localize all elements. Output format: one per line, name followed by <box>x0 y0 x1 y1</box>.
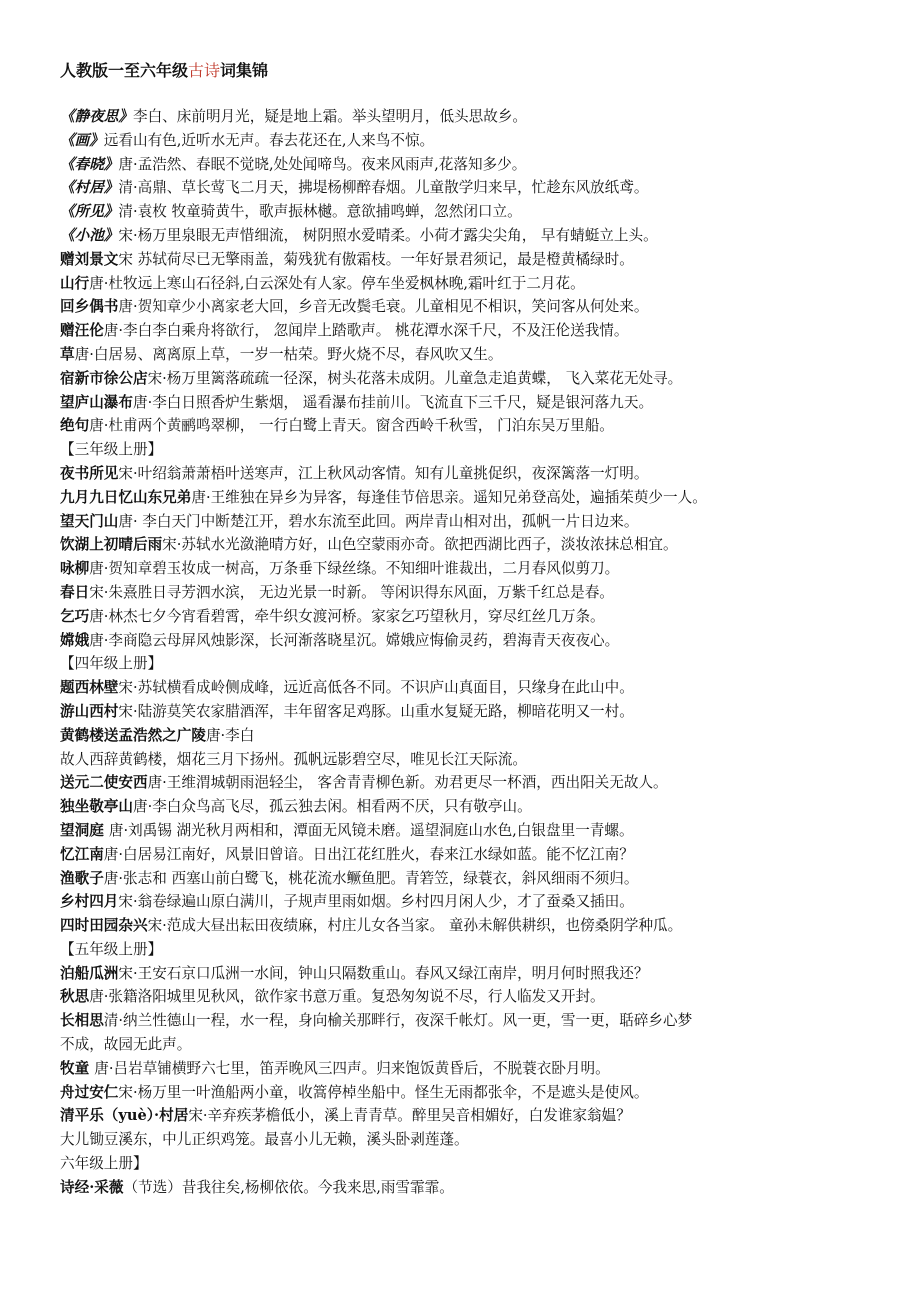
poem-text: 不成，故园无此声。 <box>60 1036 192 1054</box>
poem-title: 忆江南 <box>60 845 104 863</box>
poem-text: 宋·朱熹胜日寻芳泗水滨， 无边光景一时新。 等闲识得东风面，万紫千红总是春。 <box>89 583 614 601</box>
poem-text: 唐·杜甫两个黄鹂鸣翠柳， 一行白鹭上青天。窗含西岭千秋雪， 门泊东吴万里船。 <box>89 417 614 435</box>
poem-text: 宋 苏轼荷尽已无擎雨盖，菊残犹有傲霜枝。一年好景君须记，最是橙黄橘绿时。 <box>118 250 634 268</box>
poem-title: 四时田园杂兴 <box>60 917 148 935</box>
poem-line <box>60 1176 880 1200</box>
poem-title: 草 <box>60 345 75 363</box>
poem-line <box>60 962 880 986</box>
poem-text: 唐·王维独在异乡为异客，每逢佳节倍思亲。遥知兄弟登高处，遍插茱萸少一人。 <box>191 488 707 506</box>
poem-title: 《画》 <box>60 131 104 149</box>
poem-text: 唐·刘禹锡 湖光秋月两相和，潭面无风镜未磨。遥望洞庭山水色,白银盘里一青螺。 <box>108 821 634 839</box>
poem-title: 秋思 <box>60 988 90 1006</box>
poem-text: 唐·李白日照香炉生紫烟， 遥看瀑布挂前川。飞流直下三千尺，疑是银河落九天。 <box>132 393 654 411</box>
poem-title: 牧童 <box>60 1059 95 1077</box>
poem-text: 唐·李白李白乘舟将欲行， 忽闻岸上踏歌声。 桃花潭水深千尺，不及汪伦送我情。 <box>103 322 629 340</box>
poem-line <box>60 367 880 391</box>
poem-line <box>60 200 880 224</box>
section-label: 【三年级上册】 <box>60 441 163 459</box>
poem-line <box>60 890 880 914</box>
poem-title: 题西林壁 <box>60 679 119 697</box>
poem-title: 《春晓》 <box>60 155 119 173</box>
title-suffix: 词集锦 <box>220 61 269 80</box>
poem-text: 宋·范成大昼出耘田夜绩麻，村庄儿女各当家。 童孙未解供耕织，也傍桑阴学种瓜。 <box>147 917 683 935</box>
poem-title: 《小池》 <box>60 226 119 244</box>
poem-line <box>60 272 880 296</box>
section-label: 六年级上册】 <box>60 1155 148 1173</box>
poem-text: 唐·李商隐云母屏风烛影深，长河渐落晓星沉。嫦娥应悔偷灵药，碧海青天夜夜心。 <box>89 631 620 649</box>
grade-section-heading <box>60 938 880 962</box>
poem-continuation-line <box>60 1128 880 1152</box>
poem-line <box>60 486 880 510</box>
poem-title: 赠刘景文 <box>60 250 119 268</box>
poem-line <box>60 557 880 581</box>
poem-title: 黄鹤楼送孟浩然之广陵 <box>60 726 206 744</box>
poem-line <box>60 1104 880 1128</box>
poem-title: 绝句 <box>60 417 90 435</box>
poem-title: 《静夜思》 <box>60 108 133 125</box>
poem-text: 清·纳兰性德山一程，水一程，身向榆关那畔行，夜深千帐灯。风一更，雪一更，聒碎乡心梦 <box>103 1012 693 1030</box>
poem-title: 长相思 <box>60 1012 104 1030</box>
poem-text: 唐·林杰七夕今宵看碧霄，牵牛织女渡河桥。家家乞巧望秋月，穿尽红丝几万条。 <box>89 607 605 625</box>
poem-text: 唐·贺知章少小离家老大回，乡音无改鬓毛衰。儿童相见不相识，笑问客从何处来。 <box>118 298 649 316</box>
poem-title: 春日 <box>60 583 90 601</box>
poem-title: 泊船瓜洲 <box>60 964 119 982</box>
poem-continuation-line <box>60 748 880 772</box>
poem-line <box>60 414 880 438</box>
poem-title: 山行 <box>60 274 90 292</box>
poem-text: 唐·张志和 西塞山前白鹭飞，桃花流水鳜鱼肥。青箬笠，绿蓑衣，斜风细雨不须归。 <box>103 869 639 887</box>
page-title <box>60 58 268 81</box>
poem-line <box>60 985 880 1009</box>
poem-line <box>60 224 880 248</box>
poem-text: 唐·白居易、离离原上草，一岁一枯荣。野火烧不尽，春风吹又生。 <box>74 345 503 363</box>
poem-line <box>60 700 880 724</box>
poem-text: 李白、床前明月光，疑是地上霜。举头望明月，低头思故乡。 <box>132 108 528 125</box>
poem-text: 大儿锄豆溪东，中儿正织鸡笼。最喜小儿无赖，溪头卧剥莲蓬。 <box>60 1131 469 1149</box>
poem-title: 渔歌子 <box>60 869 104 887</box>
poem-line <box>60 129 880 153</box>
poem-line <box>60 1081 880 1105</box>
poem-text: 远看山有色,近听水无声。春去花还在,人来鸟不惊。 <box>103 131 435 149</box>
poem-text: 宋·杨万里篱落疏疏一径深，树头花落未成阴。儿童急走追黄蝶， 飞入菜花无处寻。 <box>147 369 683 387</box>
poem-title: 舟过安仁 <box>60 1083 119 1101</box>
poem-text: 清·高鼎、草长莺飞二月天，拂堤杨柳醉春烟。儿童散学归来早，忙趁东风放纸鸢。 <box>118 179 649 197</box>
poem-title: 嫦娥 <box>60 631 90 649</box>
poem-title: 咏柳 <box>60 560 90 578</box>
poem-line <box>60 533 880 557</box>
poem-line <box>60 914 880 938</box>
poem-title: 夜书所见 <box>60 464 119 482</box>
poem-text: 唐·杜牧远上寒山石径斜,白云深处有人家。停车坐爱枫林晚,霜叶红于二月花。 <box>89 274 585 292</box>
grade-section-heading <box>60 438 880 462</box>
poem-text: 唐·孟浩然、春眠不觉晓,处处闻啼鸟。夜来风雨声,花落知多少。 <box>118 155 527 173</box>
poem-text: 宋·苏轼横看成岭侧成峰，远近高低各不同。不识庐山真面目，只缘身在此山中。 <box>118 679 634 697</box>
poem-text: 故人西辞黄鹤楼，烟花三月下扬州。孤帆远影碧空尽，唯见长江天际流。 <box>60 750 528 768</box>
poem-line <box>60 248 880 272</box>
poem-title: 乡村四月 <box>60 893 119 911</box>
poem-line <box>60 319 880 343</box>
poem-title: 望洞庭 <box>60 821 109 839</box>
poem-title: 饮湖上初晴后雨 <box>60 536 163 554</box>
poem-text: （节选）昔我往矣,杨柳依依。今我来思,雨雪霏霏。 <box>123 1178 454 1196</box>
poem-line <box>60 605 880 629</box>
poem-line <box>60 1057 880 1081</box>
poem-text: 唐·吕岩草铺横野六七里，笛弄晚风三四声。归来饱饭黄昏后，不脱蓑衣卧月明。 <box>94 1059 610 1077</box>
poem-title: 《所见》 <box>60 203 119 221</box>
poem-line <box>60 153 880 177</box>
poem-text: 清·袁枚 牧童骑黄牛，歌声振林樾。意欲捕鸣蝉，忽然闭口立。 <box>118 203 522 221</box>
poem-title: 送元二使安西 <box>60 774 148 792</box>
poem-line <box>60 581 880 605</box>
poem-text: 唐·李白 <box>205 726 255 744</box>
poem-title: 回乡偶书 <box>60 298 119 316</box>
grade-section-heading <box>60 1152 880 1176</box>
poem-line <box>60 795 880 819</box>
poem-line <box>60 629 880 653</box>
poem-text: 唐·李白众鸟高飞尽，孤云独去闲。相看两不厌，只有敬亭山。 <box>132 798 532 816</box>
poem-line <box>60 462 880 486</box>
poem-title: 游山西村 <box>60 702 119 720</box>
poem-line <box>60 391 880 415</box>
poem-text: 唐·张籍洛阳城里见秋风，欲作家书意万重。复恐匆匆说不尽，行人临发又开封。 <box>89 988 605 1006</box>
poem-title: 乞巧 <box>60 607 90 625</box>
poem-text: 宋·王安石京口瓜洲一水间，钟山只隔数重山。春风又绿江南岸，明月何时照我还？ <box>118 964 649 982</box>
poem-line <box>60 724 880 748</box>
poem-list <box>60 105 880 1200</box>
poem-text: 宋·陆游莫笑农家腊酒浑，丰年留客足鸡豚。山重水复疑无路，柳暗花明又一村。 <box>118 702 634 720</box>
poem-line <box>60 176 880 200</box>
poem-text: 宋·辛弃疾茅檐低小，溪上青青草。醉里吴音相媚好，白发谁家翁媪？ <box>188 1107 631 1125</box>
poem-title: 望天门山 <box>60 512 119 530</box>
poem-line <box>60 843 880 867</box>
poem-line <box>60 1009 880 1033</box>
poem-line <box>60 105 880 129</box>
poem-line <box>60 676 880 700</box>
poem-title: 九月九日忆山东兄弟 <box>60 488 192 506</box>
poem-line <box>60 510 880 534</box>
section-label: 【五年级上册】 <box>60 940 163 958</box>
poem-title: 诗经·采薇 <box>60 1178 124 1196</box>
poem-line <box>60 819 880 843</box>
title-highlight: 古诗 <box>188 61 221 80</box>
poem-line <box>60 771 880 795</box>
poem-line <box>60 867 880 891</box>
poem-line <box>60 343 880 367</box>
poem-text: 唐· 李白天门中断楚江开，碧水东流至此回。两岸青山相对出，孤帆一片日边来。 <box>118 512 639 530</box>
poem-continuation-line <box>60 1033 880 1057</box>
grade-section-heading <box>60 652 880 676</box>
poem-text: 宋·苏轼水光潋滟晴方好，山色空蒙雨亦奇。欲把西湖比西子，淡妆浓抹总相宜。 <box>162 536 678 554</box>
poem-text: 宋·叶绍翁萧萧梧叶送寒声，江上秋风动客情。知有儿童挑促织，夜深篱落一灯明。 <box>118 464 649 482</box>
poem-text: 宋·翁卷绿遍山原白满川，子规声里雨如烟。乡村四月闲人少，才了蚕桑又插田。 <box>118 893 634 911</box>
poem-text: 宋·杨万里一叶渔船两小童，收篙停棹坐船中。怪生无雨都张伞，不是遮头是使风。 <box>118 1083 649 1101</box>
poem-text: 唐·贺知章碧玉妆成一树高，万条垂下绿丝绦。不知细叶谁裁出，二月春风似剪刀。 <box>89 560 620 578</box>
poem-line <box>60 295 880 319</box>
title-prefix: 人教版一至六年级 <box>60 61 189 80</box>
poem-text: 唐·王维渭城朝雨浥轻尘， 客舍青青柳色新。劝君更尽一杯酒，西出阳关无故人。 <box>147 774 668 792</box>
poem-title: 独坐敬亭山 <box>60 798 133 816</box>
poem-text: 唐·白居易江南好，风景旧曾谙。日出江花红胜火，春来江水绿如蓝。能不忆江南？ <box>103 845 634 863</box>
section-label: 【四年级上册】 <box>60 655 163 673</box>
poem-title: 《村居》 <box>60 179 119 197</box>
poem-text: 宋·杨万里泉眼无声惜细流， 树阴照水爱晴柔。小荷才露尖尖角， 早有蜻蜓立上头。 <box>118 226 658 244</box>
poem-title: 望庐山瀑布 <box>60 393 133 411</box>
poem-title: 宿新市徐公店 <box>60 369 148 387</box>
poem-title: 赠汪伦 <box>60 322 104 340</box>
poem-title: 清平乐（yuè）·村居 <box>60 1107 189 1125</box>
